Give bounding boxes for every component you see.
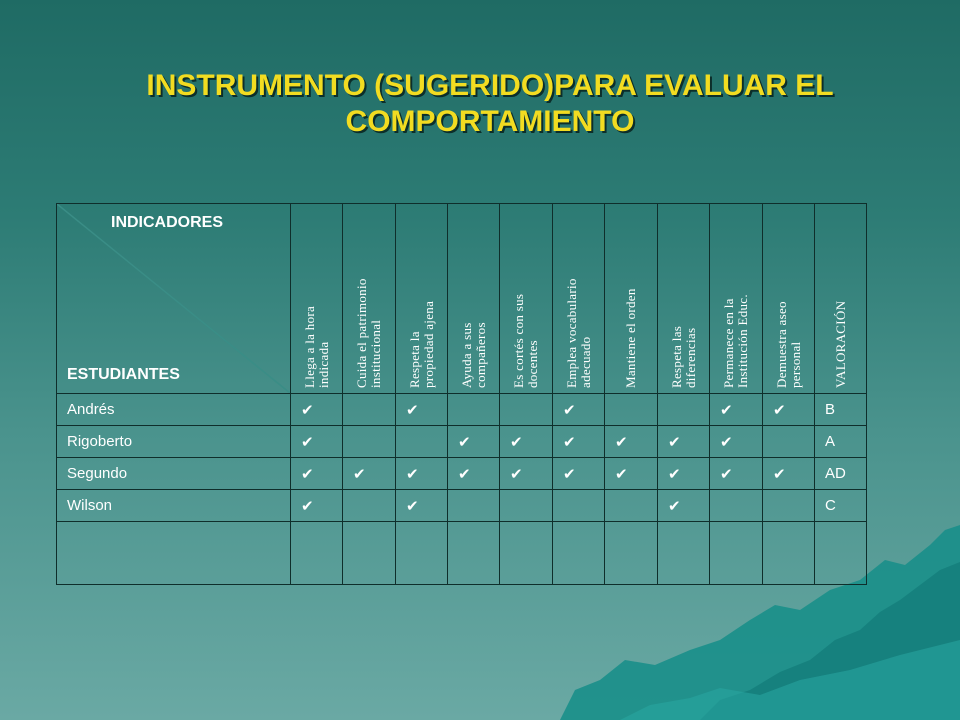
check-cell: ✔ xyxy=(291,458,343,490)
student-name: Wilson xyxy=(57,490,291,522)
diagonal-divider xyxy=(57,204,290,393)
student-name: Andrés xyxy=(57,394,291,426)
table-row xyxy=(57,522,867,585)
check-cell xyxy=(763,490,815,522)
check-cell xyxy=(448,522,500,585)
indicator-header: Permanece en la Institución Educ. xyxy=(710,204,763,394)
check-cell xyxy=(448,394,500,426)
check-cell xyxy=(658,394,710,426)
check-cell: ✔ xyxy=(710,394,763,426)
check-cell: ✔ xyxy=(396,490,448,522)
indicator-header: Respeta las diferencias xyxy=(658,204,710,394)
corner-cell xyxy=(57,204,291,394)
check-cell xyxy=(605,394,658,426)
check-cell: ✔ xyxy=(710,426,763,458)
check-cell xyxy=(448,490,500,522)
check-cell xyxy=(553,522,605,585)
check-cell: ✔ xyxy=(658,490,710,522)
indicator-header: Llega a la hora indicada xyxy=(291,204,343,394)
check-cell xyxy=(396,426,448,458)
check-cell xyxy=(710,522,763,585)
check-cell xyxy=(500,490,553,522)
check-cell xyxy=(291,522,343,585)
grade-cell: C xyxy=(815,490,867,522)
check-cell: ✔ xyxy=(763,394,815,426)
check-cell xyxy=(605,490,658,522)
check-cell xyxy=(605,522,658,585)
check-cell: ✔ xyxy=(448,458,500,490)
title-line-1: INSTRUMENTO (SUGERIDO)PARA EVALUAR EL xyxy=(146,69,834,102)
check-cell: ✔ xyxy=(605,458,658,490)
check-cell xyxy=(763,426,815,458)
header-row xyxy=(57,204,867,394)
indicator-header: Cuida el patrimonio institucional xyxy=(343,204,396,394)
check-cell: ✔ xyxy=(291,490,343,522)
indicator-header: Es cortés con sus docentes xyxy=(500,204,553,394)
grade-cell: B xyxy=(815,394,867,426)
check-cell xyxy=(553,490,605,522)
check-cell: ✔ xyxy=(343,458,396,490)
grade-cell xyxy=(815,522,867,585)
check-cell xyxy=(500,394,553,426)
check-cell: ✔ xyxy=(291,426,343,458)
check-cell: ✔ xyxy=(396,394,448,426)
check-cell xyxy=(710,490,763,522)
students-label: ESTUDIANTES xyxy=(67,366,180,383)
valuation-header: VALORACIÓN xyxy=(815,204,867,394)
check-cell: ✔ xyxy=(658,426,710,458)
evaluation-table xyxy=(56,203,867,585)
check-cell: ✔ xyxy=(448,426,500,458)
student-name: Segundo xyxy=(57,458,291,490)
table-row xyxy=(57,426,867,458)
grade-cell: AD xyxy=(815,458,867,490)
indicators-label: INDICADORES xyxy=(111,214,224,231)
check-cell: ✔ xyxy=(553,394,605,426)
check-cell: ✔ xyxy=(500,458,553,490)
check-cell xyxy=(343,426,396,458)
check-cell xyxy=(343,394,396,426)
indicator-header: Mantiene el orden xyxy=(605,204,658,394)
check-cell: ✔ xyxy=(658,458,710,490)
check-cell xyxy=(500,522,553,585)
check-cell: ✔ xyxy=(710,458,763,490)
table-row xyxy=(57,394,867,426)
indicator-header: Demuestra aseo personal xyxy=(763,204,815,394)
check-cell xyxy=(396,522,448,585)
table-row xyxy=(57,490,867,522)
check-cell: ✔ xyxy=(763,458,815,490)
indicator-header: Ayuda a sus compañeros xyxy=(448,204,500,394)
table-row xyxy=(57,458,867,490)
student-name xyxy=(57,522,291,585)
indicator-header: Emplea vocabulario adecuado xyxy=(553,204,605,394)
check-cell xyxy=(763,522,815,585)
check-cell: ✔ xyxy=(291,394,343,426)
check-cell: ✔ xyxy=(553,426,605,458)
check-cell xyxy=(658,522,710,585)
student-name: Rigoberto xyxy=(57,426,291,458)
indicator-header: Respeta la propiedad ajena xyxy=(396,204,448,394)
check-cell: ✔ xyxy=(500,426,553,458)
check-cell xyxy=(343,490,396,522)
title-line-2: COMPORTAMIENTO xyxy=(345,105,635,138)
grade-cell: A xyxy=(815,426,867,458)
check-cell: ✔ xyxy=(396,458,448,490)
slide-title xyxy=(60,68,920,140)
check-cell: ✔ xyxy=(553,458,605,490)
check-cell: ✔ xyxy=(605,426,658,458)
check-cell xyxy=(343,522,396,585)
